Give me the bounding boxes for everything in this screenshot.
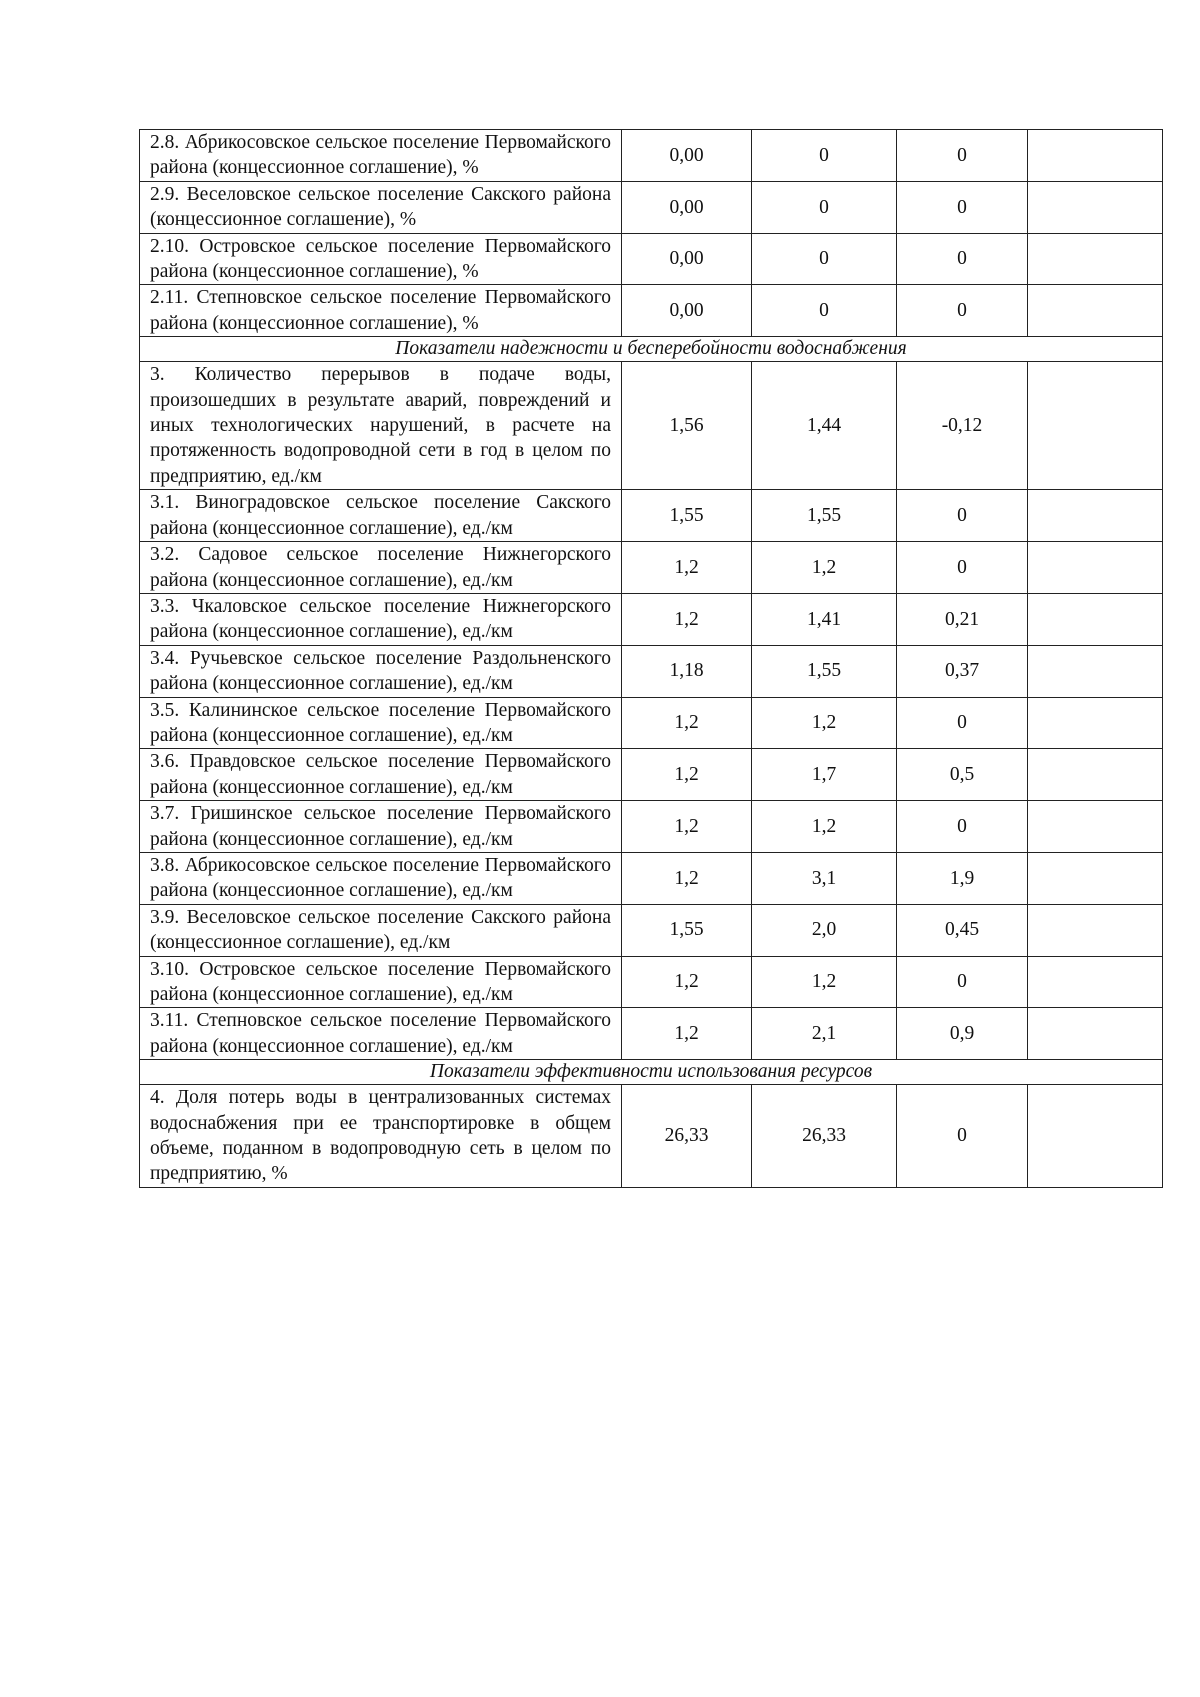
value-cell-col3: 1,2 (752, 697, 897, 749)
indicator-name-cell: 3.6. Правдовское сельское поселение Первомайского района (концессионное соглашение), ед./км (140, 749, 622, 801)
value-cell-col5 (1028, 593, 1163, 645)
value-cell-col4: 0,37 (897, 645, 1028, 697)
value-cell-col2: 0,00 (622, 181, 752, 233)
value-cell-col2: 1,2 (622, 593, 752, 645)
indicator-name-cell: 4. Доля потерь воды в централизованных системах водоснабжения при ее транспортировке в общем объеме, поданном в водопроводную сеть в целом по предприятию, % (140, 1085, 622, 1188)
value-cell-col4: 0 (897, 956, 1028, 1008)
indicator-name-cell: 3.9. Веселовское сельское поселение Сакского района (концессионное соглашение), ед./км (140, 904, 622, 956)
value-cell-col3: 1,2 (752, 542, 897, 594)
table-row (140, 181, 1163, 233)
table-row (140, 362, 1163, 490)
value-cell-col3: 0 (752, 181, 897, 233)
value-cell-col3: 2,0 (752, 904, 897, 956)
indicator-name-cell: 2.11. Степновское сельское поселение Первомайского района (концессионное соглашение), % (140, 285, 622, 337)
value-cell-col4: 0,21 (897, 593, 1028, 645)
value-cell-col5 (1028, 181, 1163, 233)
value-cell-col5 (1028, 749, 1163, 801)
value-cell-col2: 1,55 (622, 904, 752, 956)
table-row (140, 285, 1163, 337)
indicator-name-cell: 2.9. Веселовское сельское поселение Сакского района (концессионное соглашение), % (140, 181, 622, 233)
value-cell-col5 (1028, 956, 1163, 1008)
value-cell-col3: 1,2 (752, 956, 897, 1008)
value-cell-col3: 1,55 (752, 645, 897, 697)
section-efficiency-row (140, 1060, 1163, 1085)
value-cell-col4: 0 (897, 542, 1028, 594)
table-row (140, 852, 1163, 904)
value-cell-col5 (1028, 285, 1163, 337)
value-cell-col4: 0 (897, 181, 1028, 233)
value-cell-col4: 0 (897, 801, 1028, 853)
value-cell-col4: 0 (897, 285, 1028, 337)
indicator-name-cell: 3.5. Калининское сельское поселение Первомайского района (концессионное соглашение), ед./км (140, 697, 622, 749)
value-cell-col4: 0 (897, 697, 1028, 749)
value-cell-col2: 0,00 (622, 233, 752, 285)
value-cell-col2: 1,18 (622, 645, 752, 697)
value-cell-col3: 1,44 (752, 362, 897, 490)
table-row (140, 956, 1163, 1008)
value-cell-col3: 0 (752, 130, 897, 182)
value-cell-col5 (1028, 1008, 1163, 1060)
value-cell-col4: -0,12 (897, 362, 1028, 490)
value-cell-col3: 26,33 (752, 1085, 897, 1188)
table-row (140, 801, 1163, 853)
value-cell-col4: 0 (897, 490, 1028, 542)
value-cell-col3: 1,7 (752, 749, 897, 801)
indicator-name-cell: 3.1. Виноградовское сельское поселение Сакского района (концессионное соглашение), ед./км (140, 490, 622, 542)
indicator-name-cell: 3.10. Островское сельское поселение Первомайского района (концессионное соглашение), ед./км (140, 956, 622, 1008)
value-cell-col5 (1028, 130, 1163, 182)
indicator-name-cell: 3.8. Абрикосовское сельское поселение Первомайского района (концессионное соглашение), ед./км (140, 852, 622, 904)
value-cell-col2: 1,2 (622, 852, 752, 904)
value-cell-col5 (1028, 904, 1163, 956)
value-cell-col4: 1,9 (897, 852, 1028, 904)
value-cell-col2: 1,55 (622, 490, 752, 542)
value-cell-col5 (1028, 852, 1163, 904)
value-cell-col2: 1,2 (622, 956, 752, 1008)
value-cell-col2: 0,00 (622, 130, 752, 182)
value-cell-col2: 26,33 (622, 1085, 752, 1188)
indicators-table (139, 129, 1163, 1188)
value-cell-col3: 1,55 (752, 490, 897, 542)
indicator-name-cell: 2.10. Островское сельское поселение Первомайского района (концессионное соглашение), % (140, 233, 622, 285)
value-cell-col4: 0 (897, 233, 1028, 285)
table-row (140, 593, 1163, 645)
table-row (140, 645, 1163, 697)
value-cell-col3: 1,2 (752, 801, 897, 853)
indicator-name-cell: 3.7. Гришинское сельское поселение Первомайского района (концессионное соглашение), ед./км (140, 801, 622, 853)
table-row (140, 697, 1163, 749)
table-row (140, 130, 1163, 182)
value-cell-col5 (1028, 645, 1163, 697)
value-cell-col2: 1,2 (622, 801, 752, 853)
value-cell-col5 (1028, 697, 1163, 749)
table-row (140, 1085, 1163, 1188)
value-cell-col3: 0 (752, 233, 897, 285)
value-cell-col4: 0,9 (897, 1008, 1028, 1060)
value-cell-col5 (1028, 362, 1163, 490)
indicator-name-cell: 3.2. Садовое сельское поселение Нижнегорского района (концессионное соглашение), ед./км (140, 542, 622, 594)
value-cell-col5 (1028, 490, 1163, 542)
indicator-name-cell: 3.4. Ручьевское сельское поселение Раздольненского района (концессионное соглашение), ед./км (140, 645, 622, 697)
value-cell-col3: 1,41 (752, 593, 897, 645)
indicator-name-cell: 3.11. Степновское сельское поселение Первомайского района (концессионное соглашение), ед./км (140, 1008, 622, 1060)
value-cell-col2: 1,2 (622, 1008, 752, 1060)
value-cell-col4: 0,45 (897, 904, 1028, 956)
value-cell-col5 (1028, 1085, 1163, 1188)
value-cell-col2: 1,2 (622, 749, 752, 801)
value-cell-col4: 0,5 (897, 749, 1028, 801)
value-cell-col3: 3,1 (752, 852, 897, 904)
value-cell-col3: 2,1 (752, 1008, 897, 1060)
indicator-name-cell: 2.8. Абрикосовское сельское поселение Первомайского района (концессионное соглашение), % (140, 130, 622, 182)
value-cell-col2: 1,56 (622, 362, 752, 490)
indicator-name-cell: 3.3. Чкаловское сельское поселение Нижнегорского района (концессионное соглашение), ед./км (140, 593, 622, 645)
section-reliability-row (140, 337, 1163, 362)
value-cell-col2: 1,2 (622, 697, 752, 749)
table-row (140, 542, 1163, 594)
value-cell-col2: 0,00 (622, 285, 752, 337)
table-row (140, 490, 1163, 542)
table-row (140, 233, 1163, 285)
value-cell-col5 (1028, 542, 1163, 594)
value-cell-col4: 0 (897, 1085, 1028, 1188)
table-row (140, 749, 1163, 801)
table-row (140, 1008, 1163, 1060)
value-cell-col5 (1028, 801, 1163, 853)
table-row (140, 904, 1163, 956)
section-heading: Показатели надежности и бесперебойности водоснабжения (140, 337, 1163, 362)
value-cell-col4: 0 (897, 130, 1028, 182)
value-cell-col5 (1028, 233, 1163, 285)
indicator-name-cell: 3. Количество перерывов в подаче воды, произошедших в результате аварий, повреждений и иных технологических нарушений, в расчете на протяженность водопроводной сети в год в целом по предприятию, ед./км (140, 362, 622, 490)
value-cell-col2: 1,2 (622, 542, 752, 594)
value-cell-col3: 0 (752, 285, 897, 337)
section-heading: Показатели эффективности использования ресурсов (140, 1060, 1163, 1085)
